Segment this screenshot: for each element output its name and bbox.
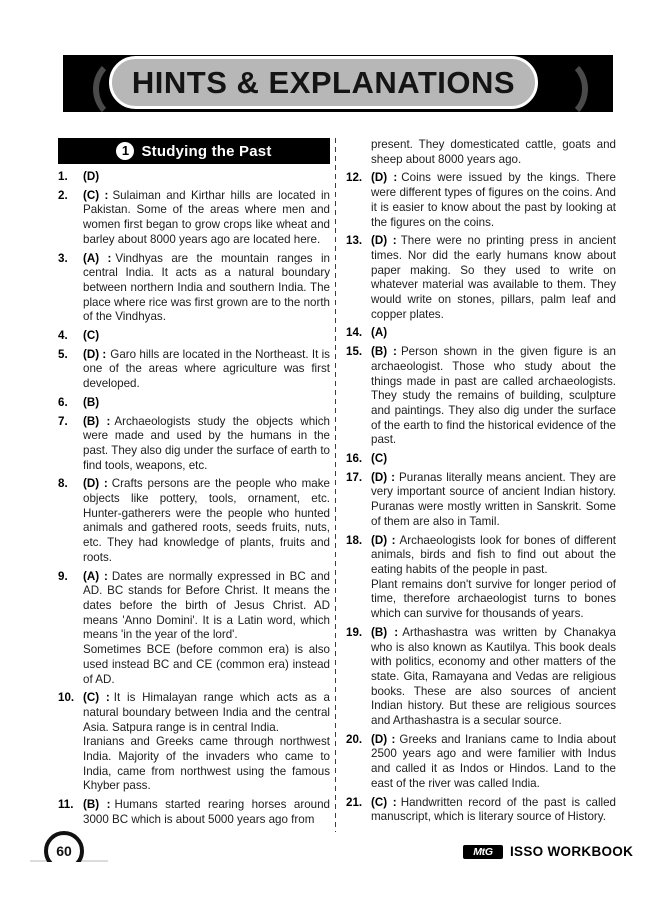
item-paragraph: (C) : It is Himalayan range which acts as a natural boundary between India and the central Asia. Satpura range is in central India. (83, 691, 330, 734)
item-text (83, 798, 330, 827)
answer-item (346, 534, 616, 622)
item-text (83, 570, 330, 688)
item-paragraph (371, 326, 616, 341)
item-paragraph: (A) : Vindhyas are the mountain ranges in central India. It acts as a natural boundary between northern India and southern India. The place where rice was first grown are to the north of the Vindhyas. (83, 251, 330, 324)
item-paragraph: (B) : Person shown in the given figure is an archaeologist. Those who study about the things made in past are called archaeologists. They study the remains of building, sculpture and paintings. They also dig under the surface of the earth to find the historical evidence of the past. (371, 345, 616, 447)
answer-item (346, 733, 616, 792)
continuation-text: present. They domesticated cattle, goats and sheep about 8000 years ago. (371, 138, 616, 166)
item-text (83, 691, 330, 794)
content-columns (58, 138, 617, 832)
item-paragraph: (D) : Puranas literally means ancient. They are very important source of ancient Indian history. Puranas were mostly written in Sanskrit. Some of them are also in Tamil. (371, 470, 617, 528)
page-number-badge (44, 831, 92, 862)
item-paragraph: (A) : Dates are normally expressed in BC and AD. BC stands for Before Christ. It means the dates before the birth of Jesus Christ. AD means 'Anno Domini'. It is a Latin word, which means 'in the year of the lord'. (83, 569, 330, 642)
answer-letter: (C) (83, 329, 100, 343)
page-title: HINTS & EXPLANATIONS (131, 64, 516, 100)
item-number: 8. (58, 477, 68, 491)
item-number: 19. (346, 625, 363, 639)
answer-letter: (D) : (371, 470, 395, 484)
item-text (371, 171, 616, 230)
answer-item (346, 345, 616, 448)
item-paragraph: Iranians and Greeks came through northwest India. Majority of the invaders who came to India, came from northwest using the famous Khyber pass. (83, 735, 330, 793)
answer-item (346, 171, 616, 230)
item-number: 15. (346, 345, 363, 359)
item-number: 13. (346, 234, 363, 248)
item-text (83, 170, 330, 185)
answer-letter: (D) : (371, 732, 396, 746)
item-number: 4. (58, 329, 68, 343)
answer-item (58, 189, 330, 248)
item-paragraph (83, 170, 330, 185)
item-text (83, 415, 330, 474)
answer-letter: (C) : (83, 188, 109, 202)
item-text (83, 396, 330, 411)
item-text (371, 326, 616, 341)
answer-letter: (B) : (371, 345, 397, 359)
answer-letter: (A) (371, 326, 388, 340)
book-title: ISSO WORKBOOK (510, 844, 634, 859)
left-column (58, 138, 330, 832)
answer-letter: (D) : (371, 171, 398, 185)
column-divider (335, 138, 336, 832)
item-text (371, 452, 616, 467)
item-paragraph: Sometimes BCE (before common era) is also used instead BC and CE (common era) instead of AD. (83, 643, 330, 686)
item-number: 11. (58, 798, 74, 812)
item-number: 10. (58, 691, 75, 705)
item-text (371, 733, 616, 792)
item-paragraph: (D) : Garo hills are located in the Northeast. It is one of the areas where agriculture was first developed. (83, 347, 330, 391)
answer-item (58, 252, 330, 326)
answer-item (346, 326, 616, 341)
item-paragraph: (D) : Crafts persons are the people who make objects like pottery, tools, ornament, etc. Hunter-gatherers were the people who hunted animals and gathered roots, seeds fruits, nuts, etc. They had knowledge of plants, fruits and roots. (83, 477, 330, 564)
answer-letter: (A) : (83, 251, 112, 265)
answer-item (58, 477, 330, 565)
section-title: Studying the Past (141, 142, 272, 160)
item-text (371, 471, 616, 530)
item-number: 3. (58, 251, 68, 265)
page-number: 60 (56, 843, 72, 859)
answer-item (58, 570, 330, 688)
answer-letter: (C) : (371, 795, 397, 809)
item-number: 7. (58, 414, 68, 428)
item-text (371, 796, 616, 825)
answer-letter: (D) : (83, 477, 108, 491)
item-paragraph (83, 329, 330, 344)
item-number: 20. (346, 732, 363, 746)
answer-item (58, 396, 330, 411)
page-header-banner (63, 55, 613, 112)
item-paragraph: (D) : Coins were issued by the kings. There were different types of figures on the coins. And it is easier to know about the past by looking at the figures on the coins. (371, 171, 616, 229)
answer-letter: (D) (83, 170, 100, 183)
answer-letter: (C) (371, 452, 388, 466)
item-text (83, 348, 330, 392)
item-number: 9. (58, 569, 68, 583)
answer-letter: (B) : (83, 798, 111, 812)
item-paragraph: Plant remains don't survive for longer period of time, therefore archaeologist turns to bones which can survive for thousands of years. (371, 577, 616, 621)
item-paragraph: (B) : Archaeologists study the objects which were made and used by the humans in the past. They also dig under the surface of earth to find tools, weapons, etc. (83, 414, 330, 472)
item-paragraph: (C) : Sulaiman and Kirthar hills are located in Pakistan. Some of the areas where men and women first began to grow crops like wheat and barley about 8000 years ago are located here. (83, 188, 330, 246)
answer-item (58, 415, 330, 474)
section-number-badge: 1 (116, 142, 134, 160)
answer-letter: (D) : (371, 533, 396, 547)
item-paragraph: (D) : Archaeologists look for bones of different animals, birds and fish to find out about the eating habits of the people in past. (371, 533, 616, 576)
item-text (83, 252, 330, 326)
item-text (83, 329, 330, 344)
item-number: 12. (346, 171, 363, 185)
page-number-circle (44, 831, 84, 862)
item-text (371, 534, 616, 622)
right-column (346, 138, 616, 832)
mtg-logo: MtG (463, 845, 503, 859)
answer-item (346, 234, 616, 322)
item-text (83, 477, 330, 565)
left-items-list (58, 170, 330, 828)
item-paragraph: (D) : Greeks and Iranians came to India about 2500 years ago and were familier with Indus and called it as Indos or Hindos. Land to the east of the river was called India. (371, 732, 616, 790)
answer-item (58, 348, 330, 392)
item-number: 21. (346, 795, 363, 809)
item-number: 6. (58, 395, 68, 409)
header-pill (109, 56, 538, 109)
item-paragraph: (B) : Arthashastra was written by Chanakya who is also known as Kautilya. This book deals with politics, economy and other matters of the state. Gita, Ramayana and Vedas are religious books. These are also sources of ancient Indian history. But these are religious sources and Arthashastra is a secular source. (371, 625, 616, 728)
answer-letter: (D) : (83, 347, 107, 361)
answer-letter: (B) (83, 395, 100, 409)
item-number: 17. (346, 470, 363, 484)
item-text (371, 345, 616, 448)
right-parenthesis-ornament (530, 57, 588, 121)
answer-item (346, 471, 616, 530)
item-paragraph: (B) : Humans started rearing horses around 3000 BC which is about 5000 years ago from (83, 798, 330, 826)
item-number: 5. (58, 347, 68, 361)
answer-letter: (B) : (371, 625, 399, 639)
item-number: 18. (346, 533, 363, 547)
item-number: 1. (58, 170, 68, 183)
item-number: 2. (58, 188, 68, 202)
item-paragraph: (D) : There were no printing press in ancient times. Nor did the early humans know about paper making. So they used to write on whatever material was available to them. They would write on stones, pillars, palm leaf and copper plates. (371, 234, 616, 321)
item-text (371, 234, 616, 322)
item-number: 14. (346, 326, 363, 340)
answer-item (346, 796, 616, 825)
item-paragraph: (C) : Handwritten record of the past is called manuscript, which is literary source of History. (371, 795, 616, 824)
answer-item (58, 798, 330, 827)
answer-item (58, 329, 330, 344)
item-text (83, 189, 330, 248)
answer-letter: (D) : (371, 234, 397, 248)
item-paragraph (83, 396, 330, 411)
item-number: 16. (346, 452, 363, 466)
answer-item (58, 691, 330, 794)
answer-letter: (B) : (83, 414, 111, 428)
answer-item (346, 452, 616, 467)
answer-letter: (C) : (83, 691, 110, 705)
item-paragraph (371, 452, 616, 467)
section-header (58, 138, 330, 164)
right-items-list (346, 171, 616, 825)
answer-item (58, 170, 330, 185)
answer-item (346, 626, 616, 729)
answer-letter: (A) : (83, 569, 108, 583)
item-text (371, 626, 616, 729)
footer-brand (463, 844, 633, 859)
